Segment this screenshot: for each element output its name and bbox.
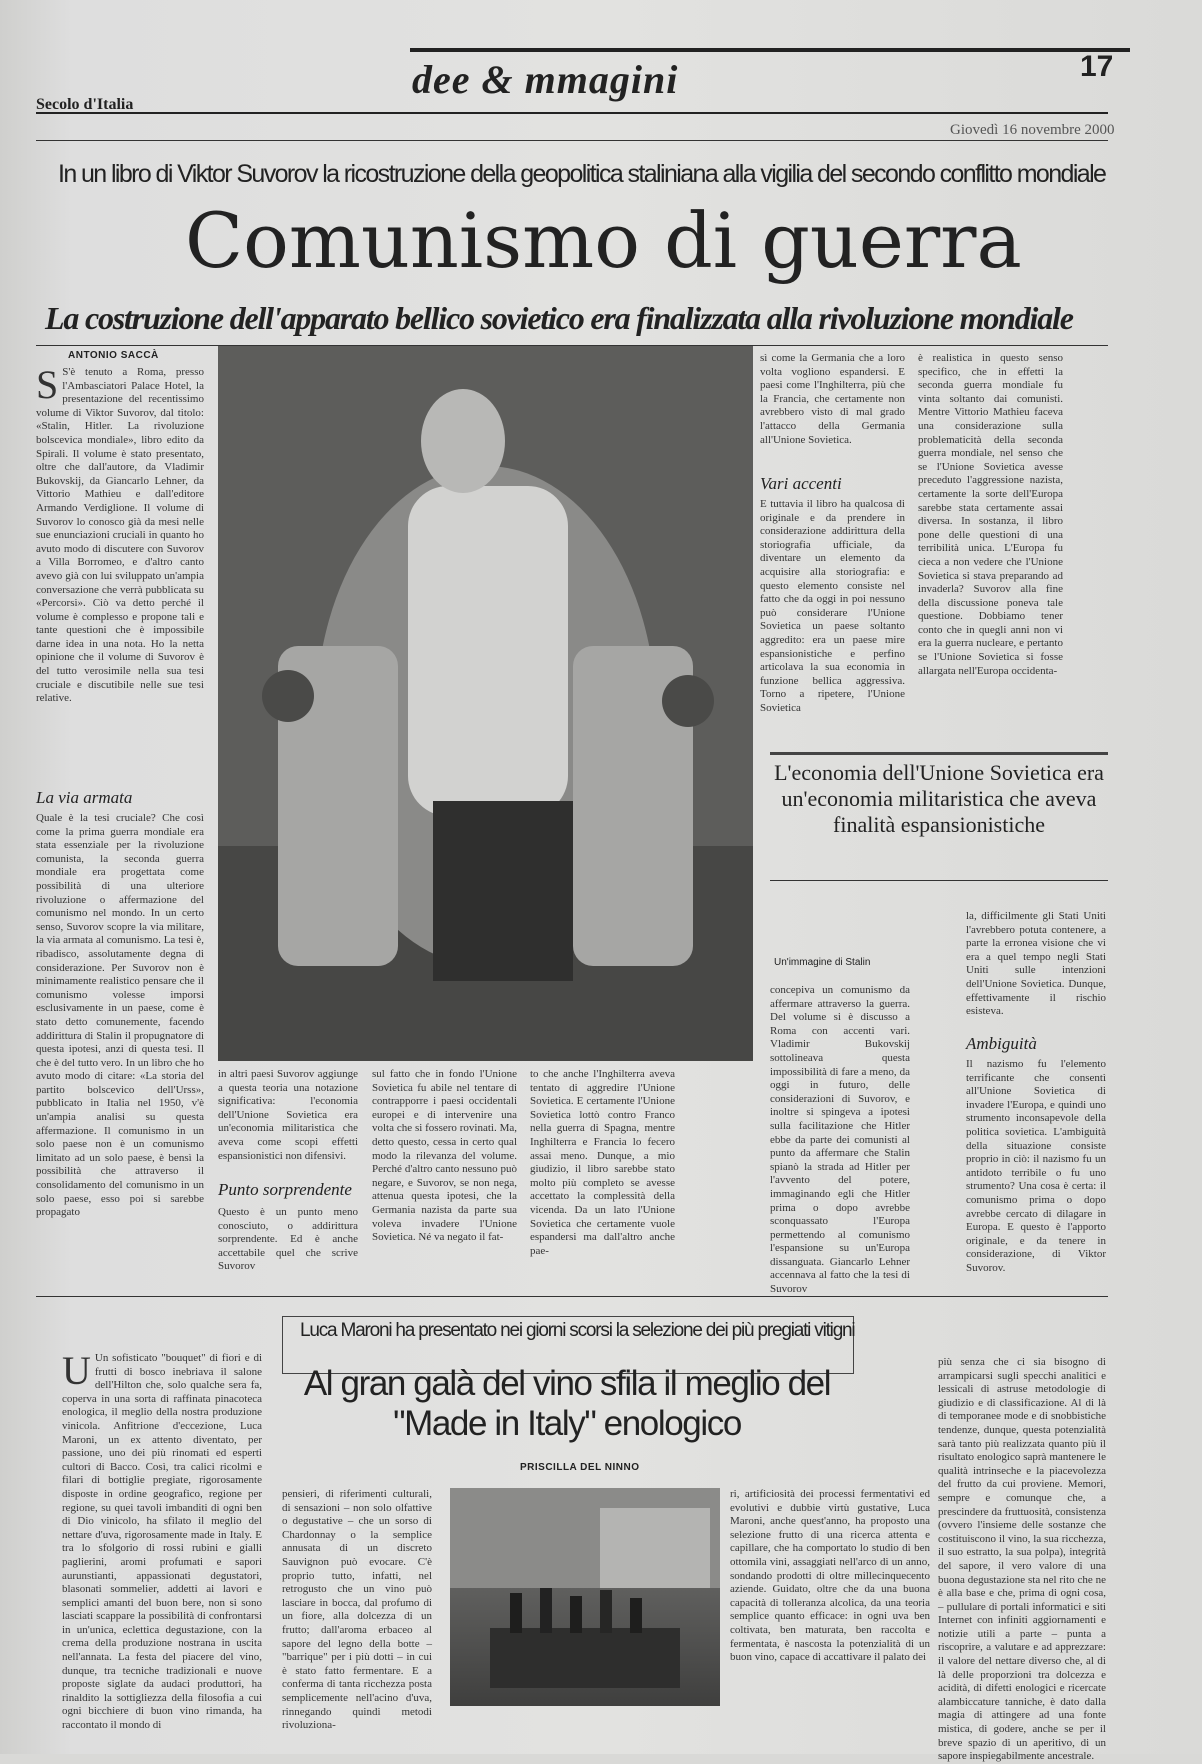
article-deck: La costruzione dell'apparato bellico sovietico era finalizzata alla rivoluzione mondiale: [45, 300, 1073, 336]
article-kicker: In un libro di Viktor Suvorov la ricostruzione della geopolitica staliniana alla vigilia del secondo conflitto mondiale: [58, 160, 1106, 188]
article-column-1b: Quale è la tesi cruciale? Che così come la prima guerra mondiale era stata essenziale per la rivoluzione comunista, la seconda guerra mondiale era progettata come possibilità di una ulteriore rivoluzione o affermazione del comunismo nel mondo. In un certo senso, Suvorov scopre la via militare, la via armata al comunismo. La tesi è, ribadisco, assolutamente degna di considerazione. Per Suvorov non è minimamente realistico pensare che il comunismo volesse imporsi esclusivamente in un paese, come è stato detto comunemente, facendo addirittura di Stalin il propugnatore di questa ipotesi, anzi di questa tesi. Il che è del tutto vero. In un libro che ho avuto modo di citare: «La storia del partito bolscevico dell'Urss», pubblicato in Italia nel 1950, v'è un'ampia analisi su questa affermazione. Il comunismo in un solo paese non è un comunismo limitato ad un solo paese, è bensì la possibilità che attraverso il consolidamento del comunismo in un solo paese, esso poi si sarebbe propagato: [36, 812, 205, 1219]
wine-photo: [450, 1488, 720, 1706]
subheading-punto-sorprendente: Punto sorprendente: [218, 1180, 352, 1199]
paper-name: Secolo d'Italia: [36, 96, 134, 113]
dropcap: S: [36, 362, 59, 407]
article-column-4-mid: E tuttavia il libro ha qualcosa di originale e da prendere in considerazione addirittura della storiografia ufficiale, da diventare un elemento da acquisire alla storiografia: e questo elemento consiste nel fatto che da oggi in poi nessuno può considerare l'Unione Sovietica un paese soltanto aggredito: era un paese mire espansionistiche e perfino articolava la sua economia in funzione bellica aggressiva. Torno a ripetere, l'Unione Sovietica: [760, 498, 905, 714]
wine-column-4: più senza che ci sia bisogno di arrampicarsi sugli specchi analitici e lessicali di astruse metodologie di giudizio e di classificazione. Al di là di temporanee mode e di snobbistiche tendenze, dunque, questa potenzialità sarà tanto più realizzata quanto più il risultato enologico saprà mantenere le qualità intrinseche e la piacevolezza del frutto da cui proviene. Memori, sempre e comunque che, a prescindere da fruttuosità, consistenza (ovvero l'insieme delle sostanze che costituiscono il vino, la sua ricchezza, il suo estratto, la sua polpa), integrità del sapore, il vero valore di una buona degustazione sta nel rito che ne è alla base e che, prima di ogni cosa, – pullulare di portali informatici e siti Internet con infiniti aggiornamenti e notizie utili a parte – punta a riscoprire, a valutare e ad apprezzare: il valore del nettare diverso che, al di là delle proporzioni tra dolcezza e acidità, di difetti enologici e ricercate alambiccature tanniche, è dato dalla magia di attingere ad una fonte mistica, di godere, anche se per il breve spazio di un aperitivo, di un sapore inspiegabilmente ancestrale.: [938, 1356, 1106, 1763]
article-column-2b: Questo è un punto meno conosciuto, o addirittura sorprendente. Ed è anche accettabile quel che scrive Suvorov: [218, 1206, 358, 1273]
pullquote-bottom-rule: [770, 880, 1108, 881]
article-column-6-top: la, difficilmente gli Stati Uniti l'avrebbero potuta contenere, a parte la erronea visione che vi era a quel tempo negli Stati Uniti sulle intenzioni dell'Unione Sovietica. Dunque, effettivamente il rischio esisteva.: [966, 910, 1106, 1018]
wine-column-1-text: Un sofisticato "bouquet" di fiori e di frutti di bosco inebriava il salone dell'Hilton che, solo qualche sera fa, coperva in una sorta di raffinata pinacoteca enologica, il meglio della nostra produzione vinicola. Anfitrione d'eccezione, Luca Maroni, un ex attento diventato, per passione, uno dei più rinomati ed esperti cultori di Bacco. Così, tra calici ricolmi e filari di bottiglie pregiate, rigorosamente disposte in ordine geografico, regione per regione, su quei tavoli imbanditi di ogni ben di Dio vinicolo, ha sfilato il meglio del nettare d'uva, rigorosamente made in Italy. E tra lo sfolgorio di rossi rubini e gialli paglierini, aromi profumati e sapori aurunstianti, appassionati degustatori, blasonati sommelier, addetti ai lavori e semplici amanti del buon bere, non si sono lasciati scappare la possibilità di confrontarsi in un'unica, eclettica degustazione, con la crema della produzione nostrana in uscita nell'annata. La festa del piacere del vino, dunque, tra tecniche tradizionali e nuove proposte siglate da audaci produttori, ha rinaldito la sottigliezza della filosofia a cui ogni bicchiere di buon vino rimanda, ha raccontato il mondo di: [62, 1352, 262, 1732]
wine-bottles-illustration: [450, 1488, 720, 1706]
photo-caption: Un'immagine di Stalin: [774, 957, 871, 968]
article-column-1: [36, 362, 204, 786]
article-column-2: in altri paesi Suvorov aggiunge a questa teoria una notazione significativa: l'economia dell'Unione Sovietica era un'economia militaristica che aveva come scopi effetti espansionistici non difensivi.: [218, 1068, 358, 1162]
pullquote-top-rule: [770, 752, 1108, 755]
wine-column-3: ri, artificiosità dei processi fermentativi ed evolutivi e dubbie virtù gustative, Luca Maroni, anche quest'anno, ha proposto una selezione frutto di una ricerca attenta e capillare, che ha comportato lo studio di ben ottomila vini, assaggiati nell'arco di un anno, sondando prodotti di oltre millecinquecento aziende. Guidato, oltre che da una buona capacità di tolleranza alcolica, da una teoria semplice quanto efficace: in ogni uva ben coltivata, ben maturata, ben raccolta e fermentata, è nascosta la potenzialità di un buon vino, capace di accattivare il palato dei: [730, 1488, 930, 1664]
article-column-4-top: sì come la Germania che a loro volta vogliono espandersi. E paesi come l'Inghilterra, più che la Francia, che certamente non avrebbero visto di mal grado l'attacco della Germania all'Unione Sovietica.: [760, 352, 905, 446]
issue-date: Giovedì 16 novembre 2000: [950, 122, 1115, 138]
wine-dropcap: U: [62, 1348, 91, 1393]
page-number: 17: [1080, 50, 1114, 83]
wine-kicker: Luca Maroni ha presentato nei giorni scorsi la selezione dei più pregiati vitigni: [300, 1320, 855, 1341]
pull-quote: L'economia dell'Unione Sovietica era un'economia militaristica che aveva finalità espansionistiche: [774, 760, 1104, 837]
photo-illustration: [218, 346, 753, 1061]
wine-column-2: pensieri, di riferimenti culturali, di sensazioni – non solo olfattive o degustative – che un sorso di Chardonnay o la semplice annusata di un discreto Sauvignon può evocare. C'è proprio tutto, infatti, nel retrogusto che un vino può lasciare in bocca, dal profumo di un fiore, alla dolcezza di un frutto; dall'aroma erbaceo al sapore del legno della botte – "barrique" per i più dotti – in cui è stato fatto fermentare. E a conferma di tanta ricchezza posta semplicemente nell'acino d'uva, rinnegando quindi metodi rivoluziona-: [282, 1488, 432, 1732]
subheading-ambiguita: Ambiguità: [966, 1034, 1037, 1053]
article-column-3: sul fatto che in fondo l'Unione Sovietica fu abile nel tentare di contrapporre i paesi occidentali europei e di intervenire una volta che si fossero rovinati. Ma, detto questo, cessa in certo qual modo la rilevanza del volume. Perché d'altro canto nessuno può negare, e Suvorov, se non nega, attenua questa ipotesi, che la Germania nazista da parte sua voleva invadere l'Unione Sovietica. Né va negato il fat-: [372, 1068, 517, 1244]
wine-headline: Al gran galà del vino sfila il meglio del "Made in Italy" enologico: [303, 1364, 831, 1443]
stalin-photo: [218, 346, 753, 1061]
article-byline: ANTONIO SACCÀ: [68, 350, 159, 361]
subheading-vari-accenti: Vari accenti: [760, 474, 842, 493]
article-headline: Comunismo di guerra: [185, 196, 1022, 285]
article-column-5-caption: concepiva un comunismo da affermare attraverso la guerra. Del volume si è discusso a Roma con accenti vari. Vladimir Bukovskij sottolineava questa impossibilità di fare a meno, da oggi in futuro, delle considerazioni di Suvorov, e inoltre si spingeva a ipotesi sulla facilitazione che Hitler ebbe da parte dei comunisti al punto da affermare che Stalin spianò la strada ad Hitler per l'avvento del potere, immaginando egli che Hitler prima o dopo avrebbe sconquassato l'Europa permettendo al comunismo l'espansione su un'Europa dissanguata. Giancarlo Lehner accennava al fatto che la tesi di Suvorov: [770, 984, 910, 1296]
date-rule: [36, 140, 1108, 141]
article-column-5-top: è realistica in questo senso specifico, che in effetti la seconda guerra mondiale fu vinta soltanto dai comunisti. Mentre Vittorio Mathieu faceva una considerazione sulla problematicità della seconda guerra mondiale, nel senso che se l'Unione Sovietica avesse preceduto l'aggressione nazista, certamente la sorte dell'Europa sarebbe stata certamente assai diversa. In sostanza, il libro pone delle questioni di una terribilità unica. L'Europa fu cieca a non vedere che l'Unione Sovietica si stava preparando ad invaderla? Suvorov alla fine della discussione poneva tale questione. Dobbiamo tener conto che in quegli anni non vi era la guerra nucleare, e pertanto se l'Unione Sovietica si fosse allargata nell'Europa occidenta-: [918, 352, 1063, 677]
section-top-rule: [410, 48, 1130, 52]
masthead-rule: [36, 112, 1108, 114]
section-title: dee & mmagini: [412, 57, 679, 102]
article-column-4-bottom: to che anche l'Inghilterra aveva tentato di aggredire l'Unione Sovietica. E certamente l'Unione Sovietica lottò contro Franco nella guerra di Spagna, mentre Inghilterra e Francia lo fecero assai meno. Dunque, a mio giudizio, il libro sarebbe stato molto più completo se avesse accettato la complessità della vicenda. Da un lato l'Unione Sovietica che certamente vuole espandersi ma dall'altro anche pae-: [530, 1068, 675, 1257]
article-column-6-bottom: Il nazismo fu l'elemento terrificante che consentì all'Unione Sovietica di invadere l'Europa, e quindi uno strumento inconsapevole della politica sovietica. L'ambiguità della situazione consiste proprio in ciò: il nazismo fu un antidoto terribile o fu uno strumento? Una cosa è certa: il comunismo prima o dopo avrebbe cercato di dilagare in Europa. E questo è l'apporto originale, e da tenere in considerazione, di Viktor Suvorov.: [966, 1058, 1106, 1274]
subheading-via-armata: La via armata: [36, 788, 133, 807]
column-1-paragraph: S'è tenuto a Roma, presso l'Ambasciatori Palace Hotel, la presentazione del recentissimo volume di Viktor Suvorov, dal titolo: «Stalin, Hitler. La rivoluzione bolscevica mondiale», libro edito da Spirali. Il volume è stato presentato, oltre che dall'autore, da Vladimir Bukovskij, da Giancarlo Lehner, da Vittorio Mathieu e dall'editore Armando Verdiglione. Il volume di Suvorov lo conosco già da mesi nelle sue enunciazioni cruciali in quanto ho avuto modo di discutere con Suvorov a Villa Borromeo, e d'altro canto avevo già con lui sviluppato un'ampia conversazione che verrà pubblicata su «Percorsi». Ciò va detto perché il volume è complesso e propone tali e tante questioni che è impossibile darne idea in una nota. Ho la netta opinione che il volume di Suvorov è del tutto verosimile nella sua tesi cruciale e discutibile nelle sue tesi relative.: [36, 366, 204, 705]
story-divider: [36, 1296, 1108, 1297]
wine-column-1: [62, 1348, 262, 1734]
wine-byline: PRISCILLA DEL NINNO: [520, 1462, 640, 1473]
